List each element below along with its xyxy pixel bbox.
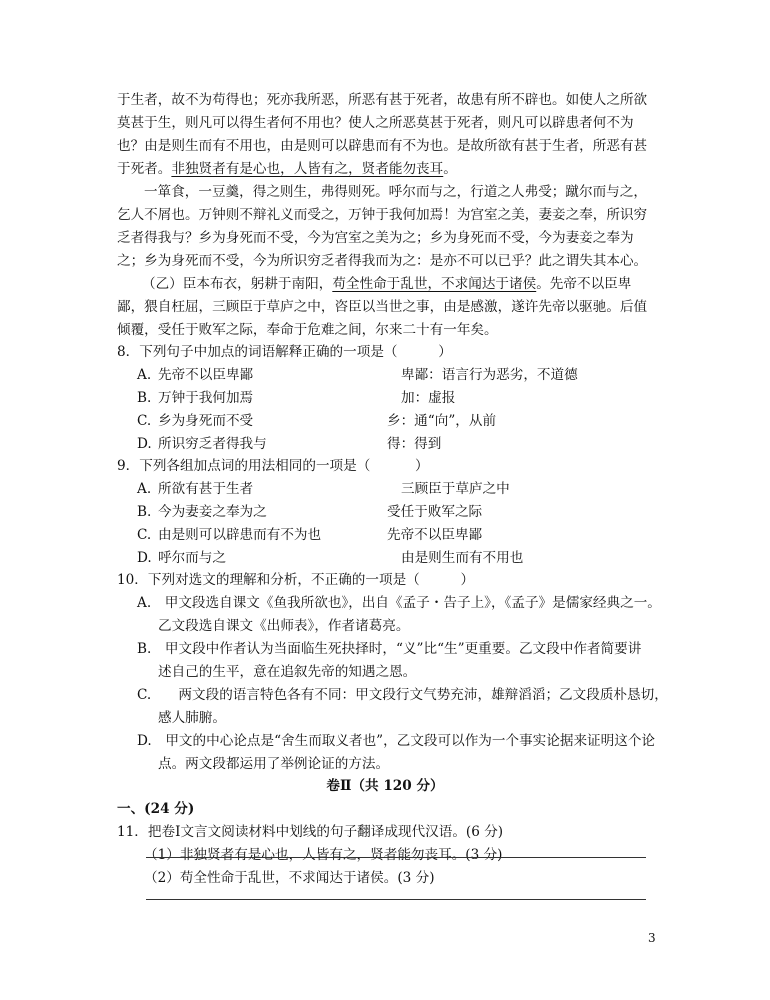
- option-label: A.: [137, 367, 152, 383]
- answer-line[interactable]: [146, 899, 646, 900]
- question-11-sub1: （1）非独贤者有是心也，人皆有之，贤者能勿丧耳。(3 分): [144, 847, 503, 863]
- option-text: 乡为身死而不受: [158, 413, 254, 429]
- option-c-line: 感人肺腑。: [158, 710, 226, 726]
- question-11-stem: 11．把卷Ⅰ文言文阅读材料中划线的句子翻译成现代汉语。(6 分): [117, 824, 504, 840]
- passage-line: 乏者得我与？乡为身死而不受，今为宫室之美为之；乡为身死而不受，今为妻妾之奉为: [117, 230, 634, 246]
- option-b-line: B. 甲文段中作者认为当面临生死抉择时，“义”比“生”更重要。乙文段中作者简要讲: [137, 641, 642, 657]
- option-label: C.: [137, 413, 152, 429]
- option-gloss: 受任于败军之际: [387, 504, 483, 520]
- passage-text: 于死者。: [117, 161, 172, 177]
- option-gloss: 先帝不以臣卑鄙: [387, 527, 483, 543]
- option-gloss: 卑鄙：语言行为恶劣，不道德: [401, 367, 578, 383]
- underlined-sentence-1: 非独贤者有是心也，人皆有之，贤者能勿丧耳: [171, 161, 444, 177]
- question-8-stem: 8．下列句子中加点的词语解释正确的一项是（ ）: [117, 344, 452, 360]
- passage-line: 之；乡为身死而不受，今为所识穷乏者得我而为之：是亦不可以已乎？此之谓失其本心。: [117, 253, 648, 269]
- option-text: 万钟于我何加焉: [158, 390, 254, 406]
- option-a-line: A. 甲文段选自课文《鱼我所欲也》，出自《孟子・告子上》，《孟子》是儒家经典之一。: [137, 595, 661, 611]
- option-text: 由是则可以辟患而有不为也: [158, 527, 322, 543]
- passage-text: 。先帝不以臣卑: [536, 276, 632, 292]
- option-b-line: 述自己的生平，意在追叙先帝的知遇之恩。: [158, 664, 417, 680]
- passage-line: 鄙，猥自枉屈，三顾臣于草庐之中，咨臣以当世之事，由是感激，遂许先帝以驱驰。后值: [117, 299, 648, 315]
- option-gloss: 得：得到: [387, 436, 442, 452]
- answer-line[interactable]: [146, 857, 646, 858]
- option-a-line: 乙文段选自课文《出师表》，作者诸葛亮。: [158, 618, 410, 634]
- option-label: D.: [137, 436, 152, 452]
- question-9-stem: 9．下列各组加点词的用法相同的一项是（: [117, 458, 371, 474]
- option-gloss: 三顾臣于草庐之中: [401, 481, 510, 497]
- option-gloss: 乡：通“向”，从前: [387, 413, 497, 429]
- option-text: 所识穷乏者得我与: [158, 436, 267, 452]
- page-number: 3: [648, 931, 656, 945]
- option-label: B.: [137, 390, 152, 406]
- option-text: 今为妻妾之奉为之: [158, 504, 267, 520]
- option-label: D.: [137, 550, 152, 566]
- option-d-line: D. 甲文的中心论点是“舍生而取义者也”，乙文段可以作为一个事实论据来证明这个论: [137, 733, 656, 749]
- option-gloss: 加：虚报: [401, 390, 456, 406]
- question-9-stem-end: ）: [415, 458, 429, 474]
- option-c-line: C. 两文段的语言特色各有不同：甲文段行文气势充沛，雄辩滔滔；乙文段质朴恳切，: [137, 687, 668, 703]
- passage-line: 也？由是则生而有不用也，由是则可以辟患而有不为也。是故所欲有甚于生者，所恶有甚: [117, 138, 648, 154]
- question-10-stem: 10．下列对选文的理解和分析，不正确的一项是（ ）: [117, 572, 475, 588]
- option-gloss: 由是则生而有不用也: [401, 550, 524, 566]
- option-d-line: 点。两文段都运用了举例论证的方法。: [158, 756, 390, 772]
- option-text: 先帝不以臣卑鄙: [158, 367, 254, 383]
- passage-line: 一箪食，一豆羹，得之则生，弗得则死。呼尔而与之，行道之人弗受；蹴尔而与之，: [144, 184, 647, 200]
- passage-line: 倾覆，受任于败军之际，奉命于危难之间，尔来二十有一年矣。: [117, 322, 498, 338]
- passage-text: 。: [443, 161, 457, 177]
- option-label: C.: [137, 527, 152, 543]
- question-11-sub2: （2）苟全性命于乱世，不求闻达于诸侯。(3 分): [144, 870, 435, 886]
- passage-line: 莫甚于生，则凡可以得生者何不用也？使人之所恶莫甚于死者，则凡可以辟患者何不为: [117, 115, 634, 131]
- passage-text: （乙）臣本布衣，躬耕于南阳，: [142, 276, 333, 292]
- option-text: 所欲有甚于生者: [158, 481, 254, 497]
- passage-line: [117, 160, 457, 178]
- passage-line: 于生者，故不为苟得也；死亦我所恶，所恶有甚于死者，故患有所不辟也。如使人之所欲: [117, 92, 648, 108]
- passage-line: 乞人不屑也。万钟则不辩礼义而受之，万钟于我何加焉！为宫室之美，妻妾之奉，所识穷: [117, 207, 648, 223]
- passage-line: [142, 275, 631, 293]
- section-title: 卷Ⅱ（共 120 分）: [326, 778, 444, 794]
- option-label: A.: [137, 481, 152, 497]
- option-text: 呼尔而与之: [158, 550, 226, 566]
- part-heading: 一、(24 分): [117, 801, 195, 817]
- option-label: B.: [137, 504, 152, 520]
- underlined-sentence-2: 苟全性命于乱世，不求闻达于诸侯: [332, 276, 537, 292]
